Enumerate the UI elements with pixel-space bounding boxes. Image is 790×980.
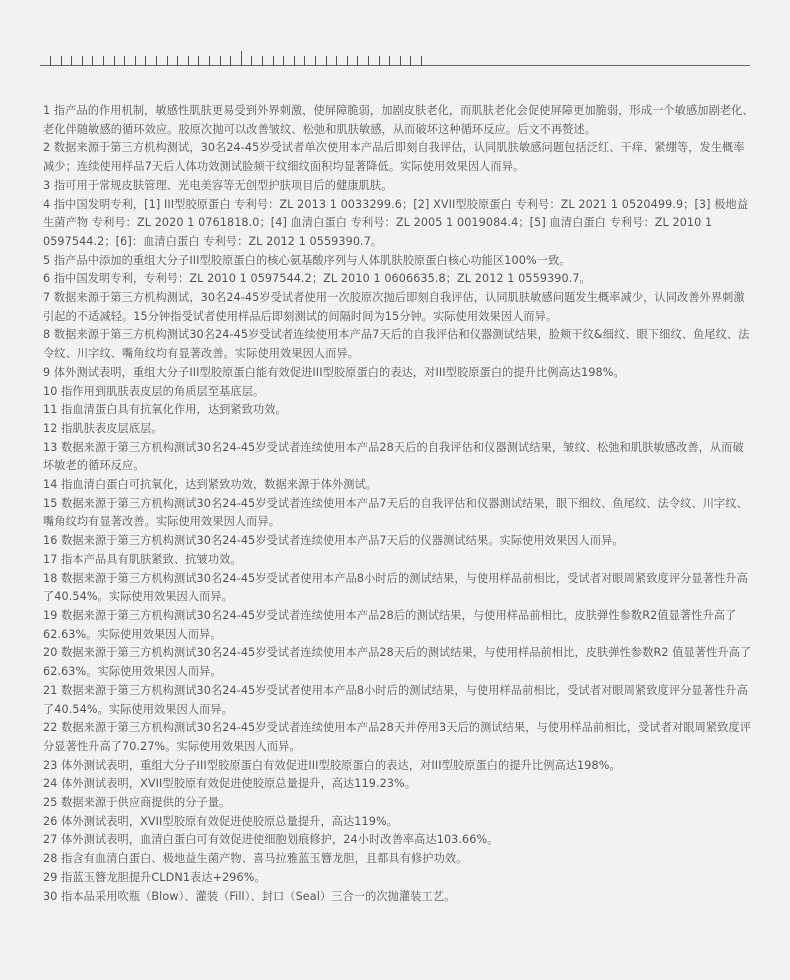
- ruler-tick: [347, 56, 348, 65]
- ruler-tick: [61, 56, 62, 65]
- footnote: 13 数据来源于第三方机构测试30名24-45岁受试者连续使用本产品28天后的自我评估和仪器测试结果，皱纹、松弛和肌肤敏感改善，从而破坏敏老的循环反应。: [43, 440, 744, 473]
- footnote: 23 体外测试表明，重组大分子III型胶原蛋白有效促进III型胶原蛋白的表达，对III型胶原蛋白的提升比例高达198%。: [43, 758, 621, 772]
- ruler-baseline: [40, 65, 750, 66]
- footnote: 2 数据来源于第三方机构测试，30名24-45岁受试者单次使用本产品后即刻自我评估，认同肌肤敏感问题包括泛红、干痒、紧绷等，发生概率减少；连续使用样品7天后人体功效测试脸频干纹细纹面积均显著降低。实际使用效果因人而异。: [43, 141, 745, 174]
- footnote: 5 指产品中添加的重组大分子III型胶原蛋白的核心氨基酸序列与人体肌肤胶原蛋白核心功能区100%一致。: [43, 253, 571, 267]
- footnote: 10 指作用到肌肤表皮层的角质层至基底层。: [43, 384, 265, 398]
- ruler-tick: [304, 56, 305, 65]
- ruler-tick: [283, 56, 284, 65]
- footnote: 29 指蓝玉簪龙胆提升CLDN1表达+296%。: [43, 870, 266, 884]
- footnote: 8 数据来源于第三方机构测试30名24-45岁受试者连续使用本产品7天后的自我评估和仪器测试结果，脸颊干纹&细纹、眼下细纹、鱼尾纹、法令纹、川字纹、嘴角纹均有显著改善。实际使用效果因人而异。: [43, 328, 750, 361]
- footnote: 4 指中国发明专利，[1] III型胶原蛋白 专利号：ZL 2013 1 0033299.6；[2] XVII型胶原蛋白 专利号：ZL 2021 1 0520499.9；[3] 极地益生菌产物 专利号：ZL 2020 1 0761818.0；[4] 血清白蛋白 专利号：ZL 2005 1 0019084.4；[5] 血清白蛋白 专利号：ZL 2010 1 0597544.2；[6]：血清白蛋白 专利号：ZL 2012 1 0559390.7。: [43, 197, 749, 248]
- ruler-tick: [294, 56, 295, 65]
- ruler-tick: [326, 56, 327, 65]
- ruler-tick: [188, 56, 189, 65]
- ruler-tick: [92, 56, 93, 65]
- footnote: 9 体外测试表明，重组大分子III型胶原蛋白能有效促进III型胶原蛋白的表达，对III型胶原蛋白的提升比例高达198%。: [43, 365, 625, 379]
- ruler-tick: [241, 51, 242, 65]
- footnotes-list: [43, 102, 755, 906]
- ruler-tick: [400, 56, 401, 65]
- decorative-ruler: [40, 44, 750, 74]
- footnote: 11 指血清蛋白具有抗氧化作用，达到紧致功效。: [43, 403, 287, 417]
- footnote: 6 指中国发明专利，专利号：ZL 2010 1 0597544.2；ZL 2010 1 0606635.8；ZL 2012 1 0559390.7。: [43, 272, 591, 286]
- footnote: 19 数据来源于第三方机构测试30名24-45岁受试者连续使用本产品28后的测试结果，与使用样品前相比，皮肤弹性参数R2值显著性升高了62.63%。实际使用效果因人而异。: [43, 608, 737, 641]
- ruler-tick: [220, 56, 221, 65]
- ruler-tick: [251, 56, 252, 65]
- ruler-tick: [114, 56, 115, 65]
- ruler-tick: [421, 56, 422, 65]
- ruler-tick: [336, 56, 337, 65]
- ruler-tick: [177, 56, 178, 65]
- ruler-tick: [135, 56, 136, 65]
- footnote: 22 数据来源于第三方机构测试30名24-45岁受试者连续使用本产品28天并停用3天后的测试结果，与使用样品前相比，受试者对眼周紧致度评分显著性升高了70.27%。实际使用效果因人而异。: [43, 721, 752, 753]
- ruler-tick: [410, 56, 411, 65]
- footnote: 7 数据来源于第三方机构测试，30名24-45岁受试者使用一次胶原次抛后即刻自我评估，认同肌肤敏感问题发生概率减少，认同改善外界刺激引起的不适减轻。15分钟指受试者使用样品后即刻测试的间隔时间为15分钟。实际使用效果因人而异。: [43, 291, 745, 323]
- ruler-tick: [230, 56, 231, 65]
- footnote: 20 数据来源于第三方机构测试30名24-45岁受试者连续使用本产品28天后的测试结果，与使用样品前相比，皮肤弹性参数R2 值显著性升高了62.63%。实际使用效果因人而异。: [43, 646, 752, 679]
- footnote: 24 体外测试表明，XVII型胶原有效促进使胶原总量提升，高达119.23%。: [43, 777, 417, 791]
- footnote: 12 指肌肤表皮层底层。: [43, 421, 163, 435]
- ruler-tick: [124, 56, 125, 65]
- footnote: 28 指含有血清白蛋白、极地益生菌产物、喜马拉雅蓝玉簪龙胆，且都具有修护功效。: [43, 852, 468, 866]
- footnote: 17 指本产品具有肌肤紧致、抗皱功效。: [43, 552, 242, 566]
- ruler-tick: [50, 56, 51, 65]
- ruler-tick: [273, 56, 274, 65]
- ruler-tick: [379, 56, 380, 65]
- footnote: 30 指本品采用吹瓶（Blow）、灌装（Fill）、封口（Seal）三合一的次抛灌装工艺。: [43, 889, 456, 903]
- footnote: 27 体外测试表明，血清白蛋白可有效促进使细胞划痕修护，24小时改善率高达103.66%。: [43, 833, 499, 847]
- ruler-tick: [368, 56, 369, 65]
- footnote: 16 数据来源于第三方机构测试30名24-45岁受试者连续使用本产品7天后的仪器测试结果。实际使用效果因人而异。: [43, 534, 624, 548]
- ruler-tick: [71, 56, 72, 65]
- ruler-tick: [198, 56, 199, 65]
- footnote: 26 体外测试表明，XVII型胶原有效促进使胶原总量提升，高达119%。: [43, 814, 398, 828]
- footnote: 1 指产品的作用机制，敏感性肌肤更易受到外界刺激，使屏障脆弱，加剧皮肤老化，而肌肤老化会促使屏障更加脆弱，形成一个敏感加剧老化、老化伴随敏感的循环效应。胶原次抛可以改善皱纹、松弛和肌肤敏感，从而破坏这种循环反应。后文不再赘述。: [43, 104, 754, 136]
- ruler-tick: [145, 56, 146, 65]
- ruler-tick: [262, 56, 263, 65]
- ruler-tick: [357, 56, 358, 65]
- footnote: 3 指可用于常规皮肤管理、光电美容等无创型护肤项目后的健康肌肤。: [43, 178, 393, 192]
- ruler-tick: [389, 56, 390, 65]
- footnote: 15 数据来源于第三方机构测试30名24-45岁受试者连续使用本产品7天后的自我评估和仪器测试结果，眼下细纹、鱼尾纹、法令纹、川字纹、嘴角纹均有显著改善。实际使用效果因人而异。: [43, 496, 748, 529]
- ruler-tick: [315, 56, 316, 65]
- footnote: 14 指血清白蛋白可抗氧化，达到紧致功效，数据来源于体外测试。: [43, 478, 378, 492]
- ruler-tick: [103, 56, 104, 65]
- ruler-tick: [209, 56, 210, 65]
- ruler-tick: [167, 56, 168, 65]
- footnote: 18 数据来源于第三方机构测试30名24-45岁受试者使用本产品8小时后的测试结果，与使用样品前相比，受试者对眼周紧致度评分显著性升高了40.54%。实际使用效果因人而异。: [43, 571, 748, 604]
- footnote: 21 数据来源于第三方机构测试30名24-45岁受试者使用本产品8小时后的测试结果，与使用样品前相比，受试者对眼周紧致度评分显著性升高了40.54%。实际使用效果因人而异。: [43, 683, 748, 716]
- footnote: 25 数据来源于供应商提供的分子量。: [43, 796, 231, 810]
- ruler-tick: [156, 56, 157, 65]
- ruler-tick: [82, 56, 83, 65]
